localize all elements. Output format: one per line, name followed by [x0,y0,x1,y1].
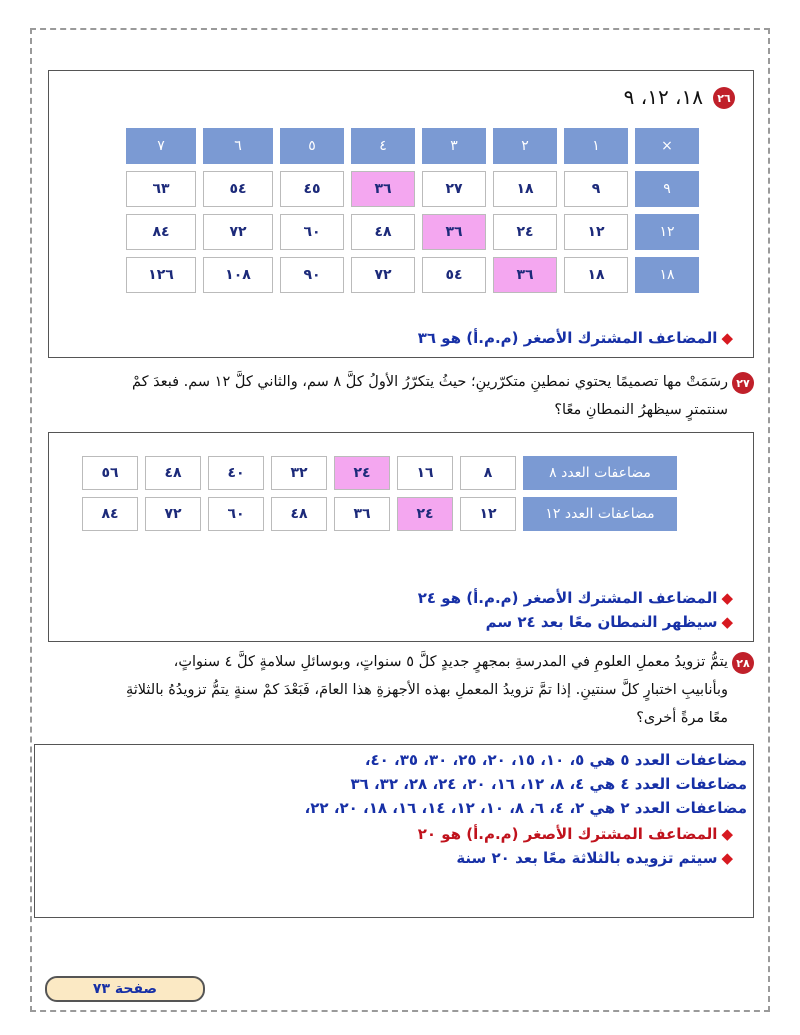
table-cell: ٣٢ [271,456,327,490]
table-cell: ٨٤ [126,214,196,250]
table-cell: ٨٤ [82,497,138,531]
table-cell-highlighted: ٣٦ [351,171,415,207]
diamond-icon: ◆ [721,613,733,631]
table-cell-highlighted: ٣٦ [493,257,557,293]
q27-question-line: سنتمترٍ سيظهرُ النمطانِ معًا؟ [554,402,728,418]
q27-badge: ٢٧ [732,372,754,394]
table-row-header: ١٢ [635,214,699,250]
table-cell: ٤٥ [280,171,344,207]
table-header-cell: × [635,128,699,164]
table-header-cell: ٤ [351,128,415,164]
q27-box [48,432,754,642]
q28-answer-1: ◆المضاعف المشترك الأصغر (م.م.أ) هو ٢٠ [417,825,733,843]
table-cell: ١٨ [493,171,557,207]
table-cell-highlighted: ٢٤ [334,456,390,490]
table-cell: ٦٣ [126,171,196,207]
q27-answer-1: ◆المضاعف المشترك الأصغر (م.م.أ) هو ٢٤ [417,589,733,607]
table-cell: ٩٠ [280,257,344,293]
table-cell: ٤٨ [351,214,415,250]
table-header-cell: ٥ [280,128,344,164]
diamond-icon: ◆ [721,825,733,843]
table-row [82,497,677,531]
table-cell: ٥٦ [82,456,138,490]
q26-answer: ◆المضاعف المشترك الأصغر (م.م.أ) هو ٣٦ [417,329,733,347]
row-label-12: مضاعفات العدد ١٢ [523,497,677,531]
table-row-header: ٩ [635,171,699,207]
q26-multiplication-table [119,121,706,300]
diamond-icon: ◆ [721,589,733,607]
table-cell: ١٦ [397,456,453,490]
q26-badge: ٢٦ [713,87,735,109]
q28-question [68,648,728,732]
table-cell: ٦٠ [280,214,344,250]
table-cell: ٢٧ [422,171,486,207]
table-row [126,257,699,293]
table-row [126,171,699,207]
table-cell: ٨ [460,456,516,490]
table-cell-highlighted: ٣٦ [422,214,486,250]
table-header-cell: ٣ [422,128,486,164]
q26-sequence: ١٨، ١٢، ٩ [623,85,703,109]
table-header-cell: ٦ [203,128,273,164]
table-cell: ٥٤ [422,257,486,293]
q28-question-line: يتمُّ تزويدُ معملِ العلومِ في المدرسةِ بمجهرٍ جديدٍ كلَّ ٥ سنواتٍ، وبوسائلِ سلامةٍ كلَّ ٤ سنواتٍ، [173,654,728,670]
page-number-tab: صفحة ٧٣ [45,976,205,1002]
table-cell: ٧٢ [351,257,415,293]
q27-multiples-table [75,449,684,538]
table-cell: ٢٤ [493,214,557,250]
table-row [126,128,699,164]
q28-question-line: معًا مرةً أخرى؟ [636,710,728,726]
table-cell: ٤٨ [145,456,201,490]
q28-box [34,744,754,918]
q28-answer-2: ◆سيتم تزويده بالثلاثة معًا بعد ٢٠ سنة [456,849,733,867]
table-row-header: ١٨ [635,257,699,293]
q28-question-line: وبأنابيبِ اختبارٍ كلَّ سنتينِ. إذا تمَّ تزويدُ المعملِ بهذه الأجهزةِ هذا العامَ، فَبَعْدَ كمْ سنةٍ يتمُّ تزويدُهُ بالثلاثةِ [125,682,728,698]
table-cell-highlighted: ٢٤ [397,497,453,531]
q27-question-line: رسَمَتْ مها تصميمًا يحتوي نمطينِ متكرّرينِ؛ حيثُ يتكرّرُ الأولُ كلَّ ٨ سم، والثاني كلَّ ١٢ سم. فبعدَ كمْ [131,374,728,390]
q27-answer-2: ◆سيظهر النمطان معًا بعد ٢٤ سم [485,613,733,631]
table-header-cell: ١ [564,128,628,164]
table-row [82,456,677,490]
table-cell: ١٢ [564,214,628,250]
table-cell: ١٢ [460,497,516,531]
table-cell: ٧٢ [145,497,201,531]
table-cell: ١٢٦ [126,257,196,293]
q28-badge: ٢٨ [732,652,754,674]
table-cell: ٦٠ [208,497,264,531]
table-header-cell: ٢ [493,128,557,164]
table-header-cell: ٧ [126,128,196,164]
table-cell: ٥٤ [203,171,273,207]
table-cell: ١٨ [564,257,628,293]
multiples-of-4: مضاعفات العدد ٤ هي ٤، ٨، ١٢، ١٦، ٢٠، ٢٤، ٢٨، ٣٢، ٣٦ [350,775,747,793]
diamond-icon: ◆ [721,329,733,347]
q27-question [88,368,728,424]
multiples-of-2: مضاعفات العدد ٢ هي ٢، ٤، ٦، ٨، ١٠، ١٢، ١٤، ١٦، ١٨، ٢٠، ٢٢، [304,799,747,817]
multiples-of-5: مضاعفات العدد ٥ هي ٥، ١٠، ١٥، ٢٠، ٢٥، ٣٠، ٣٥، ٤٠، [364,751,747,769]
row-label-8: مضاعفات العدد ٨ [523,456,677,490]
table-cell: ٤٠ [208,456,264,490]
table-cell: ٣٦ [334,497,390,531]
table-row [126,214,699,250]
table-cell: ٤٨ [271,497,327,531]
q26-box [48,70,754,358]
table-cell: ١٠٨ [203,257,273,293]
table-cell: ٧٢ [203,214,273,250]
table-cell: ٩ [564,171,628,207]
diamond-icon: ◆ [721,849,733,867]
